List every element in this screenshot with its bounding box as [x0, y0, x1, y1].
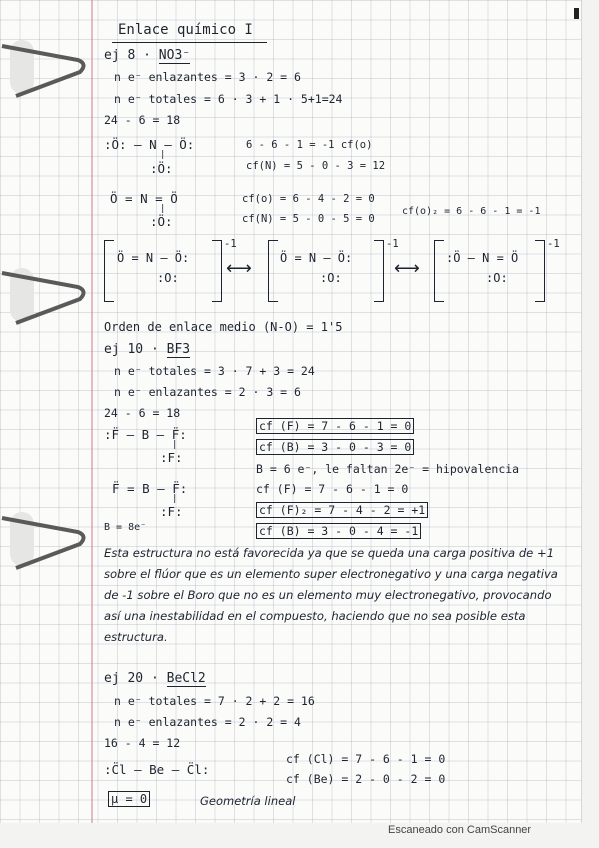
resonance-1 [117, 248, 189, 288]
ex8-line-2: n e⁻ totales = 6 · 3 + 1 · 5+1=24 [114, 92, 343, 106]
resonance-arrow-icon: ⟷ [226, 258, 252, 279]
ex8-cf-1: 6 - 6 - 1 = -1 cf(o) [246, 139, 373, 151]
ex8-heading [104, 48, 190, 63]
ex10-cf-2: cf (B) = 3 - 0 - 3 = 0 [256, 440, 414, 454]
ex20-species: BeCl2 [166, 671, 206, 686]
ex10-line-1: n e⁻ totales = 3 · 7 + 3 = 24 [114, 364, 315, 378]
charge-label: -1 [547, 238, 560, 250]
ex10-explanation: Esta estructura no está favorecida ya que se queda una carga positiva de +1 sobre el flúor que es un elemento super electronegativo y una carga negativa de -1 sobre el Boro que no es un elemento muy electronegativo, provocando así una inestabilidad en el compuesto, haciendo que no sea posible esta estructura. [104, 546, 558, 644]
charge-label: -1 [224, 238, 237, 250]
ex20-dipole: μ = 0 [108, 792, 150, 806]
ex8-number: ej 8 · [104, 48, 151, 63]
resonance-2-bottom: :O: [320, 271, 342, 285]
bracket-right [212, 240, 222, 302]
ex10-cf-5: cf (B) = 3 - 0 - 4 = -1 [256, 524, 421, 538]
bracket-right [374, 240, 384, 302]
ex10-cf-4: cf (F)₂ = 7 - 4 - 2 = +1 [256, 503, 428, 517]
ex8-structure-2-bottom: :Ö: [150, 214, 173, 229]
ex8-cf-2: cf(N) = 5 - 0 - 3 = 12 [246, 160, 386, 172]
ex8-cf-3: cf(o) = 6 - 4 - 2 = 0 [242, 193, 375, 205]
ex8-structure-1-top: :Ö: — N — Ö: [104, 137, 195, 152]
ex8-line-3: 24 - 6 = 18 [104, 113, 181, 127]
ex10-species: BF3 [166, 342, 191, 357]
ex10-cf-3: cf (F) = 7 - 6 - 1 = 0 [256, 482, 409, 496]
margin-line [91, 0, 93, 823]
title-underline [112, 42, 267, 43]
ex8-structure-1-bottom: :Ö: [150, 161, 173, 176]
ex20-line-2: n e⁻ enlazantes = 2 · 2 = 4 [114, 715, 301, 729]
ex8-species: NO3⁻ [158, 48, 191, 63]
page-title: Enlace químico I [118, 22, 253, 38]
resonance-1-bottom: :O: [157, 271, 179, 285]
ex20-line-1: n e⁻ totales = 7 · 2 + 2 = 16 [114, 694, 315, 708]
binder-ring-icon [0, 510, 95, 570]
ex10-structure-1-bottom: :F: [160, 450, 183, 465]
ex20-geometry: Geometría lineal [200, 794, 296, 808]
resonance-2-top: Ö = N — Ö: [280, 251, 353, 265]
ex10-bond-line: | [172, 440, 178, 450]
ex10-structure-1-top: :F̈ — B — F̈: [104, 427, 187, 442]
ex20-cf-2: cf (Be) = 2 - 0 - 2 = 0 [286, 772, 446, 786]
ex20-cf-1: cf (Cl) = 7 - 6 - 1 = 0 [286, 752, 446, 766]
resonance-3-top: :Ö — N = Ö [446, 251, 519, 265]
bracket-left [268, 240, 278, 302]
ex10-number: ej 10 · [104, 342, 159, 357]
ex8-cf-4: cf(N) = 5 - 0 - 5 = 0 [242, 213, 375, 225]
binder-ring-icon [0, 265, 95, 325]
resonance-3 [446, 248, 518, 288]
ex20-structure: :C̈l — Be — C̈l: [104, 762, 210, 777]
resonance-1-top: Ö = N — Ö: [117, 251, 190, 265]
bracket-right [535, 240, 545, 302]
ex8-bond-line: | [160, 204, 166, 214]
ex20-line-3: 16 - 4 = 12 [104, 736, 181, 750]
ex8-bond-order: Orden de enlace medio (N-O) = 1'5 [104, 320, 343, 334]
ex8-cf-5: cf(o)₂ = 6 - 6 - 1 = -1 [402, 206, 541, 217]
ex10-bond-line: | [172, 494, 178, 504]
resonance-arrow-icon: ⟷ [394, 258, 420, 279]
resonance-3-bottom: :O: [486, 271, 508, 285]
ex8-structure-2-top: Ö = N = Ö [110, 191, 178, 206]
charge-label: -1 [386, 238, 399, 250]
ex8-line-1: n e⁻ enlazantes = 3 · 2 = 6 [114, 70, 301, 84]
ex20-heading [104, 671, 206, 686]
binder-ring-icon [0, 38, 95, 98]
ex10-line-3: 24 - 6 = 18 [104, 406, 181, 420]
bracket-left [104, 240, 114, 302]
ex10-heading [104, 342, 190, 357]
ex8-bond-line: | [160, 150, 166, 160]
scanner-watermark: Escaneado con CamScanner [388, 824, 532, 836]
ex10-line-2: n e⁻ enlazantes = 2 · 3 = 6 [114, 385, 301, 399]
ex10-b8: B = 8e⁻ [104, 522, 147, 533]
ex10-structure-2-top: F̈ = B — F̈: [112, 481, 188, 496]
bracket-left [434, 240, 444, 302]
resonance-2 [280, 248, 352, 288]
scan-mark [574, 8, 579, 19]
ex10-hypovalence: B = 6 e⁻, le faltan 2e⁻ = hipovalencia [256, 462, 520, 476]
ex10-structure-2-bottom: :F: [160, 504, 183, 519]
ex20-number: ej 20 · [104, 671, 159, 686]
ex10-cf-1: cf (F) = 7 - 6 - 1 = 0 [256, 419, 414, 433]
